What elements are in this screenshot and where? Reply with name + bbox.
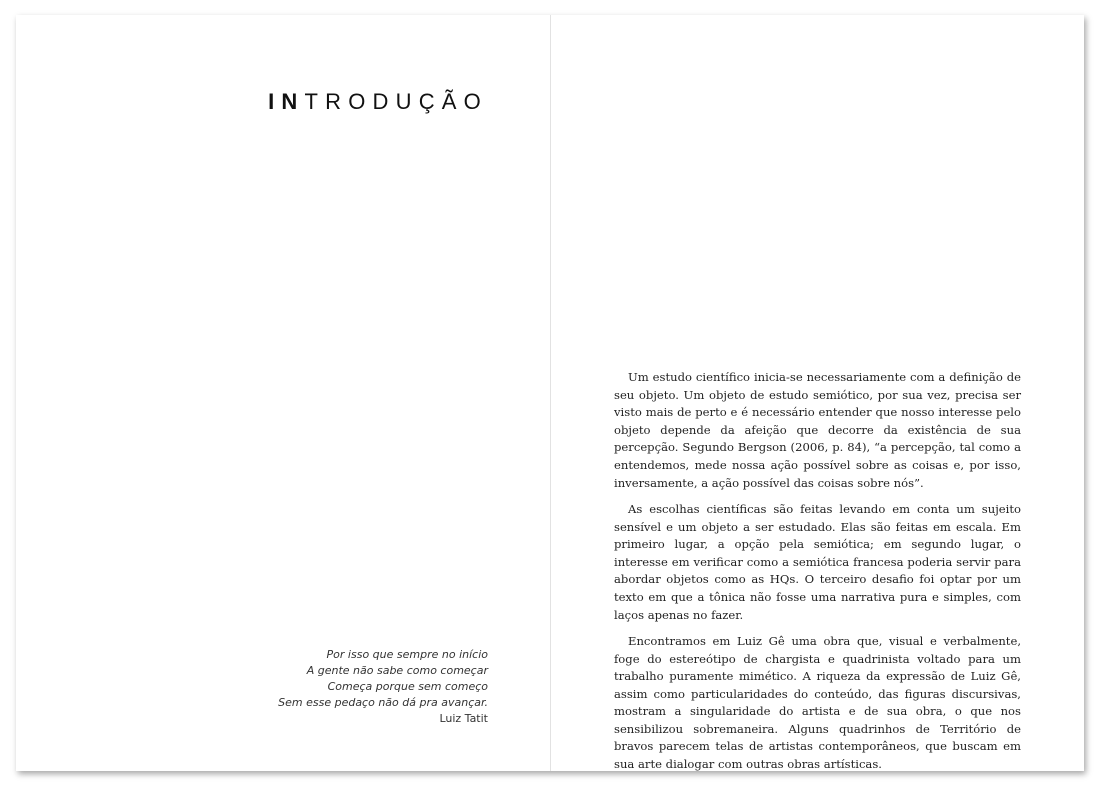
epigraph-author: Luiz Tatit — [439, 712, 488, 725]
paragraph: As escolhas científicas são feitas levando em conta um sujeito sensível e um objeto a ser estudado. Elas são feitas em escala. Em primeiro lugar, a opção pela semiótica; em segundo lugar, o interesse em verificar como a semiótica francesa poderia servir para abordar objetos como as HQs. O terceiro desafio foi optar por um texto em que a tônica não fosse uma narrativa pura e simples, com laços apenas no fazer. — [614, 501, 1021, 622]
epigraph-line: A gente não sabe como começar — [306, 664, 488, 677]
chapter-title-bold: IN — [268, 89, 305, 114]
paragraph: Um estudo científico inicia-se necessariamente com a definição de seu objeto. Um objeto de estudo semiótico, por sua vez, precisa ser visto mais de perto e é necessário entender que nosso interesse pelo objeto depende da afeição que decorre da existência de sua percepção. Segundo Bergson (2006, p. 84), “a percepção, tal como a entendemos, mede nossa ação possível sobre as coisas e, por isso, inversamente, a ação possível das coisas sobre nós”. — [614, 370, 1021, 490]
book-spread — [16, 15, 1084, 771]
chapter-title-rest: TRODUÇÃO — [304, 89, 488, 114]
right-page — [551, 15, 1084, 771]
epigraph-line: Por isso que sempre no início — [326, 648, 488, 661]
chapter-title — [268, 89, 488, 115]
epigraph-line: Sem esse pedaço não dá pra avançar. — [278, 696, 488, 709]
paragraph: Encontramos em Luiz Gê uma obra que, visual e verbalmente, foge do estereótipo de chargista e quadrinista voltado para um trabalho puramente mimético. A riqueza da expressão de Luiz Gê, assim como particularidades do conteúdo, das figuras discursivas, mostram a singularidade do artista e de sua obra, o que nos sensibilizou sobremaneira. Alguns quadrinhos de Território de bravos parecem telas de artistas contemporâneos, que buscam em sua arte dialogar com outras obras artísticas. — [614, 633, 1021, 772]
epigraph-line: Começa porque sem começo — [327, 680, 488, 693]
body-text — [614, 369, 1021, 782]
epigraph — [278, 647, 488, 727]
left-page — [16, 15, 550, 771]
